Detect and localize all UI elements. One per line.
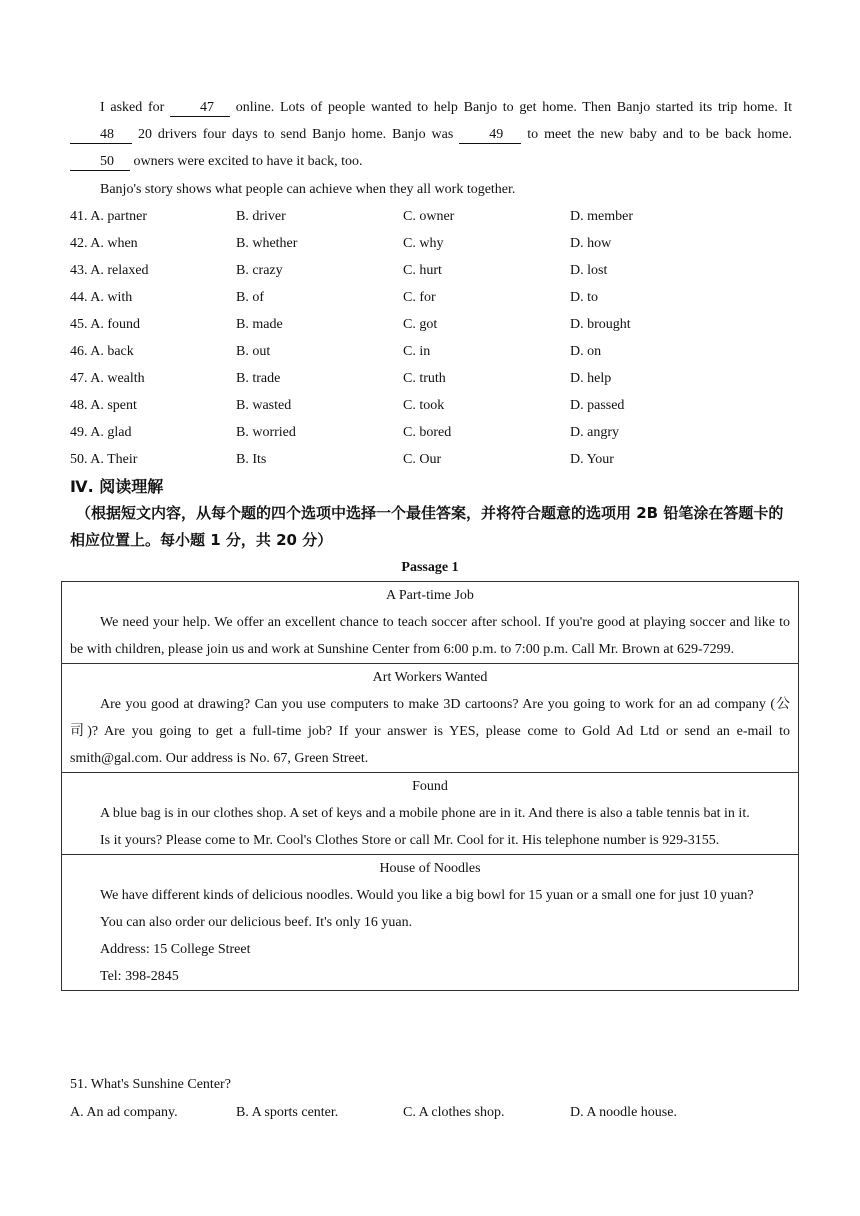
option-a: 43. A. relaxed xyxy=(70,263,149,278)
option-a: 46. A. back xyxy=(70,344,134,359)
option-a: 42. A. when xyxy=(70,236,138,251)
option-row xyxy=(70,365,792,392)
option-b: B. driver xyxy=(236,209,286,224)
ad-telephone: Tel: 398-2845 xyxy=(100,969,179,984)
option-d: D. angry xyxy=(570,425,619,440)
cloze-text: to meet the new baby and to be back home. xyxy=(521,127,792,142)
ad-title: Found xyxy=(412,779,448,794)
cloze-text: owners were excited to have it back, too. xyxy=(130,154,363,169)
option-row xyxy=(70,392,792,419)
option-row xyxy=(70,257,792,284)
option-a: 48. A. spent xyxy=(70,398,137,413)
ad-title: House of Noodles xyxy=(379,861,481,876)
ad-text: We need your help. We offer an excellent chance to teach soccer after school. If you're good at playing soccer and like to be with children, please join us and work at Sunshine Center from 6:00 p.m. to 7:00 p.m. Call Mr. Brown at 629-7299. xyxy=(70,615,790,657)
cloze-text: online. Lots of people wanted to help Banjo to get home. Then Banjo started its trip home. It xyxy=(230,100,792,115)
option-a: 44. A. with xyxy=(70,290,133,305)
ads-table xyxy=(61,581,799,991)
cloze-text: I asked for xyxy=(100,100,171,115)
cloze-closing-paragraph: Banjo's story shows what people can achieve when they all work together. xyxy=(100,182,516,197)
option-d: D. to xyxy=(570,290,598,305)
option-b: B. of xyxy=(236,290,264,305)
cloze-text: 20 drivers four days to send Banjo home. Banjo was xyxy=(132,127,460,142)
option-d: D. lost xyxy=(570,263,608,278)
ad-title: A Part-time Job xyxy=(386,588,474,603)
option-b: B. whether xyxy=(236,236,298,251)
ad-art-workers xyxy=(62,663,798,772)
blank-47: 47 xyxy=(170,99,230,117)
option-a: 45. A. found xyxy=(70,317,140,332)
option-b: B. Its xyxy=(236,452,267,467)
ad-address: Address: 15 College Street xyxy=(100,942,251,957)
option-c: C. in xyxy=(403,344,431,359)
option-c: C. A clothes shop. xyxy=(403,1105,505,1120)
option-c: C. Our xyxy=(403,452,442,467)
option-b: B. out xyxy=(236,344,271,359)
option-c: C. bored xyxy=(403,425,452,440)
option-d: D. help xyxy=(570,371,612,386)
option-b: B. made xyxy=(236,317,283,332)
ad-found xyxy=(62,772,798,854)
option-row xyxy=(70,419,792,446)
ad-house-of-noodles xyxy=(62,854,798,990)
option-d: D. brought xyxy=(570,317,631,332)
option-d: D. A noodle house. xyxy=(570,1105,677,1120)
option-c: C. got xyxy=(403,317,438,332)
option-d: D. passed xyxy=(570,398,625,413)
ad-text: You can also order our delicious beef. It's only 16 yuan. xyxy=(100,915,413,930)
question-51-options xyxy=(70,1099,792,1126)
option-c: C. why xyxy=(403,236,444,251)
option-b: B. A sports center. xyxy=(236,1105,339,1120)
blank-48: 48 xyxy=(70,126,132,144)
option-d: D. how xyxy=(570,236,612,251)
option-b: B. crazy xyxy=(236,263,283,278)
ad-part-time-job xyxy=(62,582,798,663)
section-heading: Ⅳ. 阅读理解 xyxy=(70,477,164,496)
ad-text: Are you good at drawing? Can you use computers to make 3D cartoons? Are you going to work for an ad company (公司)? Are you going to get a full-time job? If your answer is YES, please come to Gold Ad Ltd or send an e-mail to smith@gal.com. Our address is No. 67, Green Street. xyxy=(70,697,790,766)
option-row xyxy=(70,338,792,365)
option-a: 50. A. Their xyxy=(70,452,138,467)
option-a: 49. A. glad xyxy=(70,425,132,440)
option-row xyxy=(70,311,792,338)
option-b: B. wasted xyxy=(236,398,292,413)
blank-49: 49 xyxy=(459,126,521,144)
blank-50: 50 xyxy=(70,153,130,171)
option-c: C. for xyxy=(403,290,436,305)
option-row xyxy=(70,446,792,473)
section-instructions: （根据短文内容，从每个题的四个选项中选择一个最佳答案，并将符合题意的选项用 2B 铅笔涂在答题卡的相应位置上。每小题 1 分，共 20 分） xyxy=(70,504,784,549)
option-c: C. hurt xyxy=(403,263,442,278)
option-a: 47. A. wealth xyxy=(70,371,145,386)
option-d: D. Your xyxy=(570,452,614,467)
ad-text: We have different kinds of delicious noodles. Would you like a big bowl for 15 yuan or a small one for just 10 yuan? xyxy=(100,888,754,903)
option-d: D. on xyxy=(570,344,602,359)
ad-title: Art Workers Wanted xyxy=(372,670,488,685)
option-c: C. took xyxy=(403,398,445,413)
ad-text: A blue bag is in our clothes shop. A set of keys and a mobile phone are in it. And there is also a table tennis bat in it. xyxy=(100,806,750,821)
option-row xyxy=(70,284,792,311)
passage-title: Passage 1 xyxy=(401,560,459,575)
option-d: D. member xyxy=(570,209,633,224)
cloze-paragraph xyxy=(70,94,792,175)
option-b: B. trade xyxy=(236,371,281,386)
question-51-stem: 51. What's Sunshine Center? xyxy=(70,1077,231,1092)
option-c: C. owner xyxy=(403,209,455,224)
option-row xyxy=(70,230,792,257)
cloze-options xyxy=(70,203,792,473)
ad-text: Is it yours? Please come to Mr. Cool's Clothes Store or call Mr. Cool for it. His telephone number is 929-3155. xyxy=(100,833,720,848)
option-a: A. An ad company. xyxy=(70,1105,178,1120)
option-b: B. worried xyxy=(236,425,296,440)
option-row xyxy=(70,203,792,230)
option-a: 41. A. partner xyxy=(70,209,147,224)
option-c: C. truth xyxy=(403,371,446,386)
